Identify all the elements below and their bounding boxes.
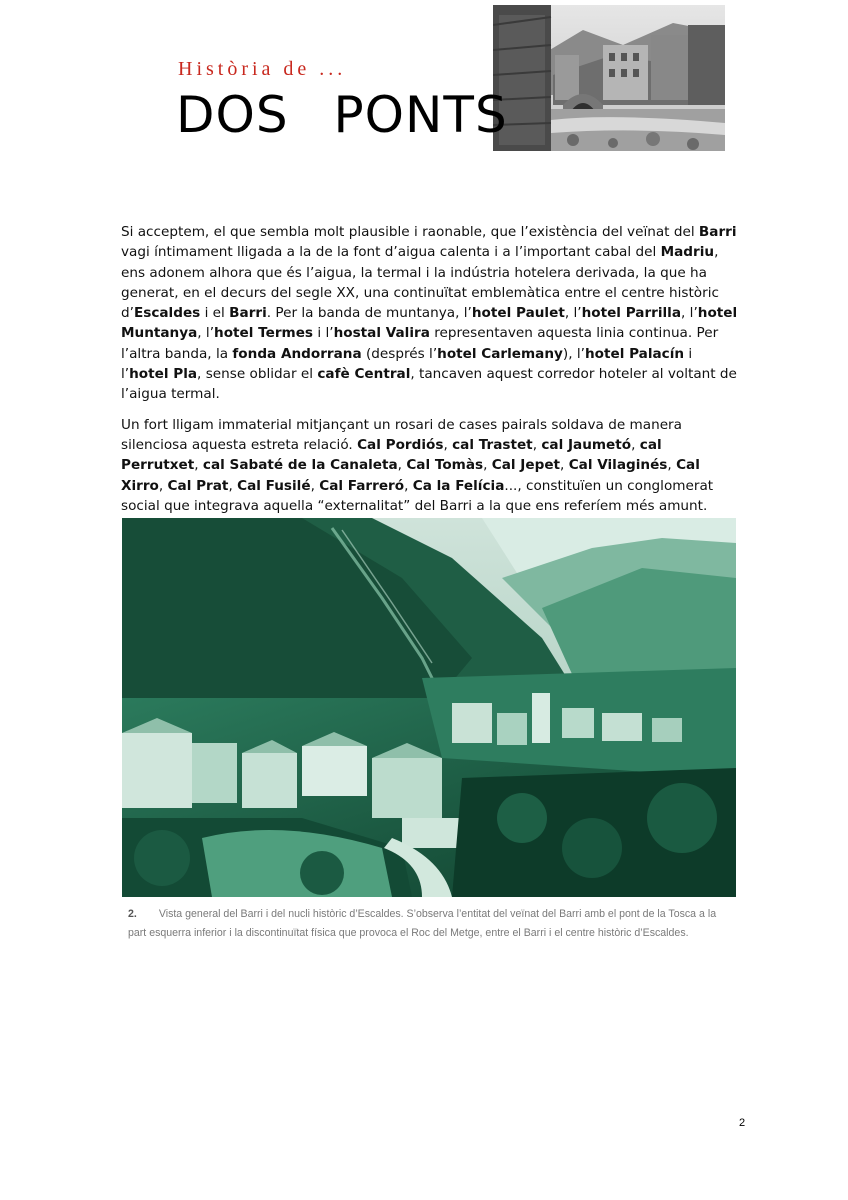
bold-term: Cal Prat	[167, 477, 229, 494]
text-run: , ens adonem alhora que és l’aigua, la termal i la indústria hotelera derivada, la que ha generat, en el decurs del segle XX, una continuïtat emblemàtica entre el centre històric d’	[121, 244, 719, 322]
text-run: ,	[560, 457, 569, 474]
text-run: , l’	[564, 305, 582, 322]
figure-number: 2.	[128, 908, 137, 920]
text-run: ,	[397, 457, 407, 474]
main-photo-barri-view	[122, 518, 736, 897]
bold-term: Cal Farreró	[319, 477, 405, 494]
text-run: ,	[194, 457, 203, 474]
page-number: 2	[739, 1117, 746, 1129]
bold-term: cafè Central	[317, 366, 411, 383]
text-run: ), l’	[562, 345, 585, 362]
bold-term: cal Jaumetó	[541, 436, 632, 453]
bold-term: hotel Palacín	[584, 345, 685, 362]
bold-term: cal Trastet	[452, 436, 533, 453]
text-run: ,	[532, 436, 542, 453]
bold-term: hotel Carlemany	[437, 345, 563, 362]
bold-term: Cal Vilaginés	[568, 457, 668, 474]
bold-term: Cal Jepet	[491, 457, 561, 474]
text-run: vagi íntimament lligada a la de la font d’aigua calenta i a l’important cabal del	[121, 244, 661, 261]
article-body	[121, 222, 741, 526]
bold-term: hotel Pla	[129, 366, 198, 383]
figure-caption	[128, 905, 728, 943]
text-run: i l’	[121, 345, 693, 383]
text-run: ,	[404, 477, 413, 494]
paragraph-hotels	[121, 222, 741, 405]
text-run: ..., constituïen un conglomerat social que integrava aquella “externalitat” del Barri a la que ens referíem més amunt.	[121, 477, 714, 514]
text-run: Un fort lligam immaterial mitjançant un rosari de cases pairals soldava de manera silenciosa aquesta estreta relació.	[121, 416, 682, 453]
text-run: Si acceptem, el que sembla molt plausible i raonable, que l’existència del veïnat del	[121, 224, 699, 240]
paragraph-houses	[121, 415, 741, 516]
text-run: ,	[443, 436, 453, 453]
bold-term: hostal Valira	[333, 325, 430, 342]
bold-term: cal Perrutxet	[121, 436, 662, 474]
text-run: (després l’	[361, 345, 438, 362]
text-run: . Per la banda de muntanya, l’	[266, 305, 472, 322]
bold-term: Cal Pordiós	[357, 436, 444, 453]
bold-term: cal Sabaté de la Canaleta	[202, 457, 398, 474]
bold-term: Barri	[229, 305, 267, 322]
text-run: , l’	[197, 325, 215, 342]
bold-term: hotel Termes	[214, 325, 314, 342]
text-run: ,	[667, 457, 677, 474]
bold-term: Madriu	[660, 244, 715, 261]
text-run: ,	[310, 477, 320, 494]
bold-term: Escaldes	[133, 305, 201, 322]
series-kicker: Història de ...	[178, 58, 347, 80]
bold-term: Cal Tomàs	[406, 457, 484, 474]
bold-term: hotel Muntanya	[121, 305, 738, 342]
bold-term: hotel Paulet	[471, 305, 565, 322]
text-run: ,	[483, 457, 492, 474]
bold-term: Ca la Felícia	[412, 477, 505, 494]
text-run: ,	[228, 477, 238, 494]
text-run: i l’	[313, 325, 334, 342]
text-run: representaven aquesta linia continua. Per l’altra banda, la	[121, 325, 719, 362]
figure-caption-text: Vista general del Barri i del nucli històric d’Escaldes. S’observa l’entitat del veïnat del Barri amb el pont de la Tosca a la part esquerra inferior i la discontinuïtat física que provoca el Roc del Metge, entre el Barri i el centre històric d’Escaldes.	[128, 908, 717, 939]
bold-term: hotel Parrilla	[581, 305, 682, 322]
text-run: , l’	[681, 305, 698, 322]
text-run: , sense oblidar el	[197, 366, 318, 383]
bold-term: fonda Andorrana	[232, 345, 362, 362]
header-photo-village-bridge	[493, 5, 725, 151]
text-run: ,	[158, 477, 168, 494]
text-run: i el	[200, 305, 230, 322]
bold-term: Barri	[698, 224, 737, 240]
text-run: , tancaven aquest corredor hoteler al voltant de l’aigua termal.	[121, 366, 737, 403]
bold-term: Cal Xirro	[121, 457, 700, 494]
page-title: DOS PONTS	[176, 86, 508, 144]
text-run: ,	[631, 436, 640, 453]
bold-term: Cal Fusilé	[237, 477, 311, 494]
